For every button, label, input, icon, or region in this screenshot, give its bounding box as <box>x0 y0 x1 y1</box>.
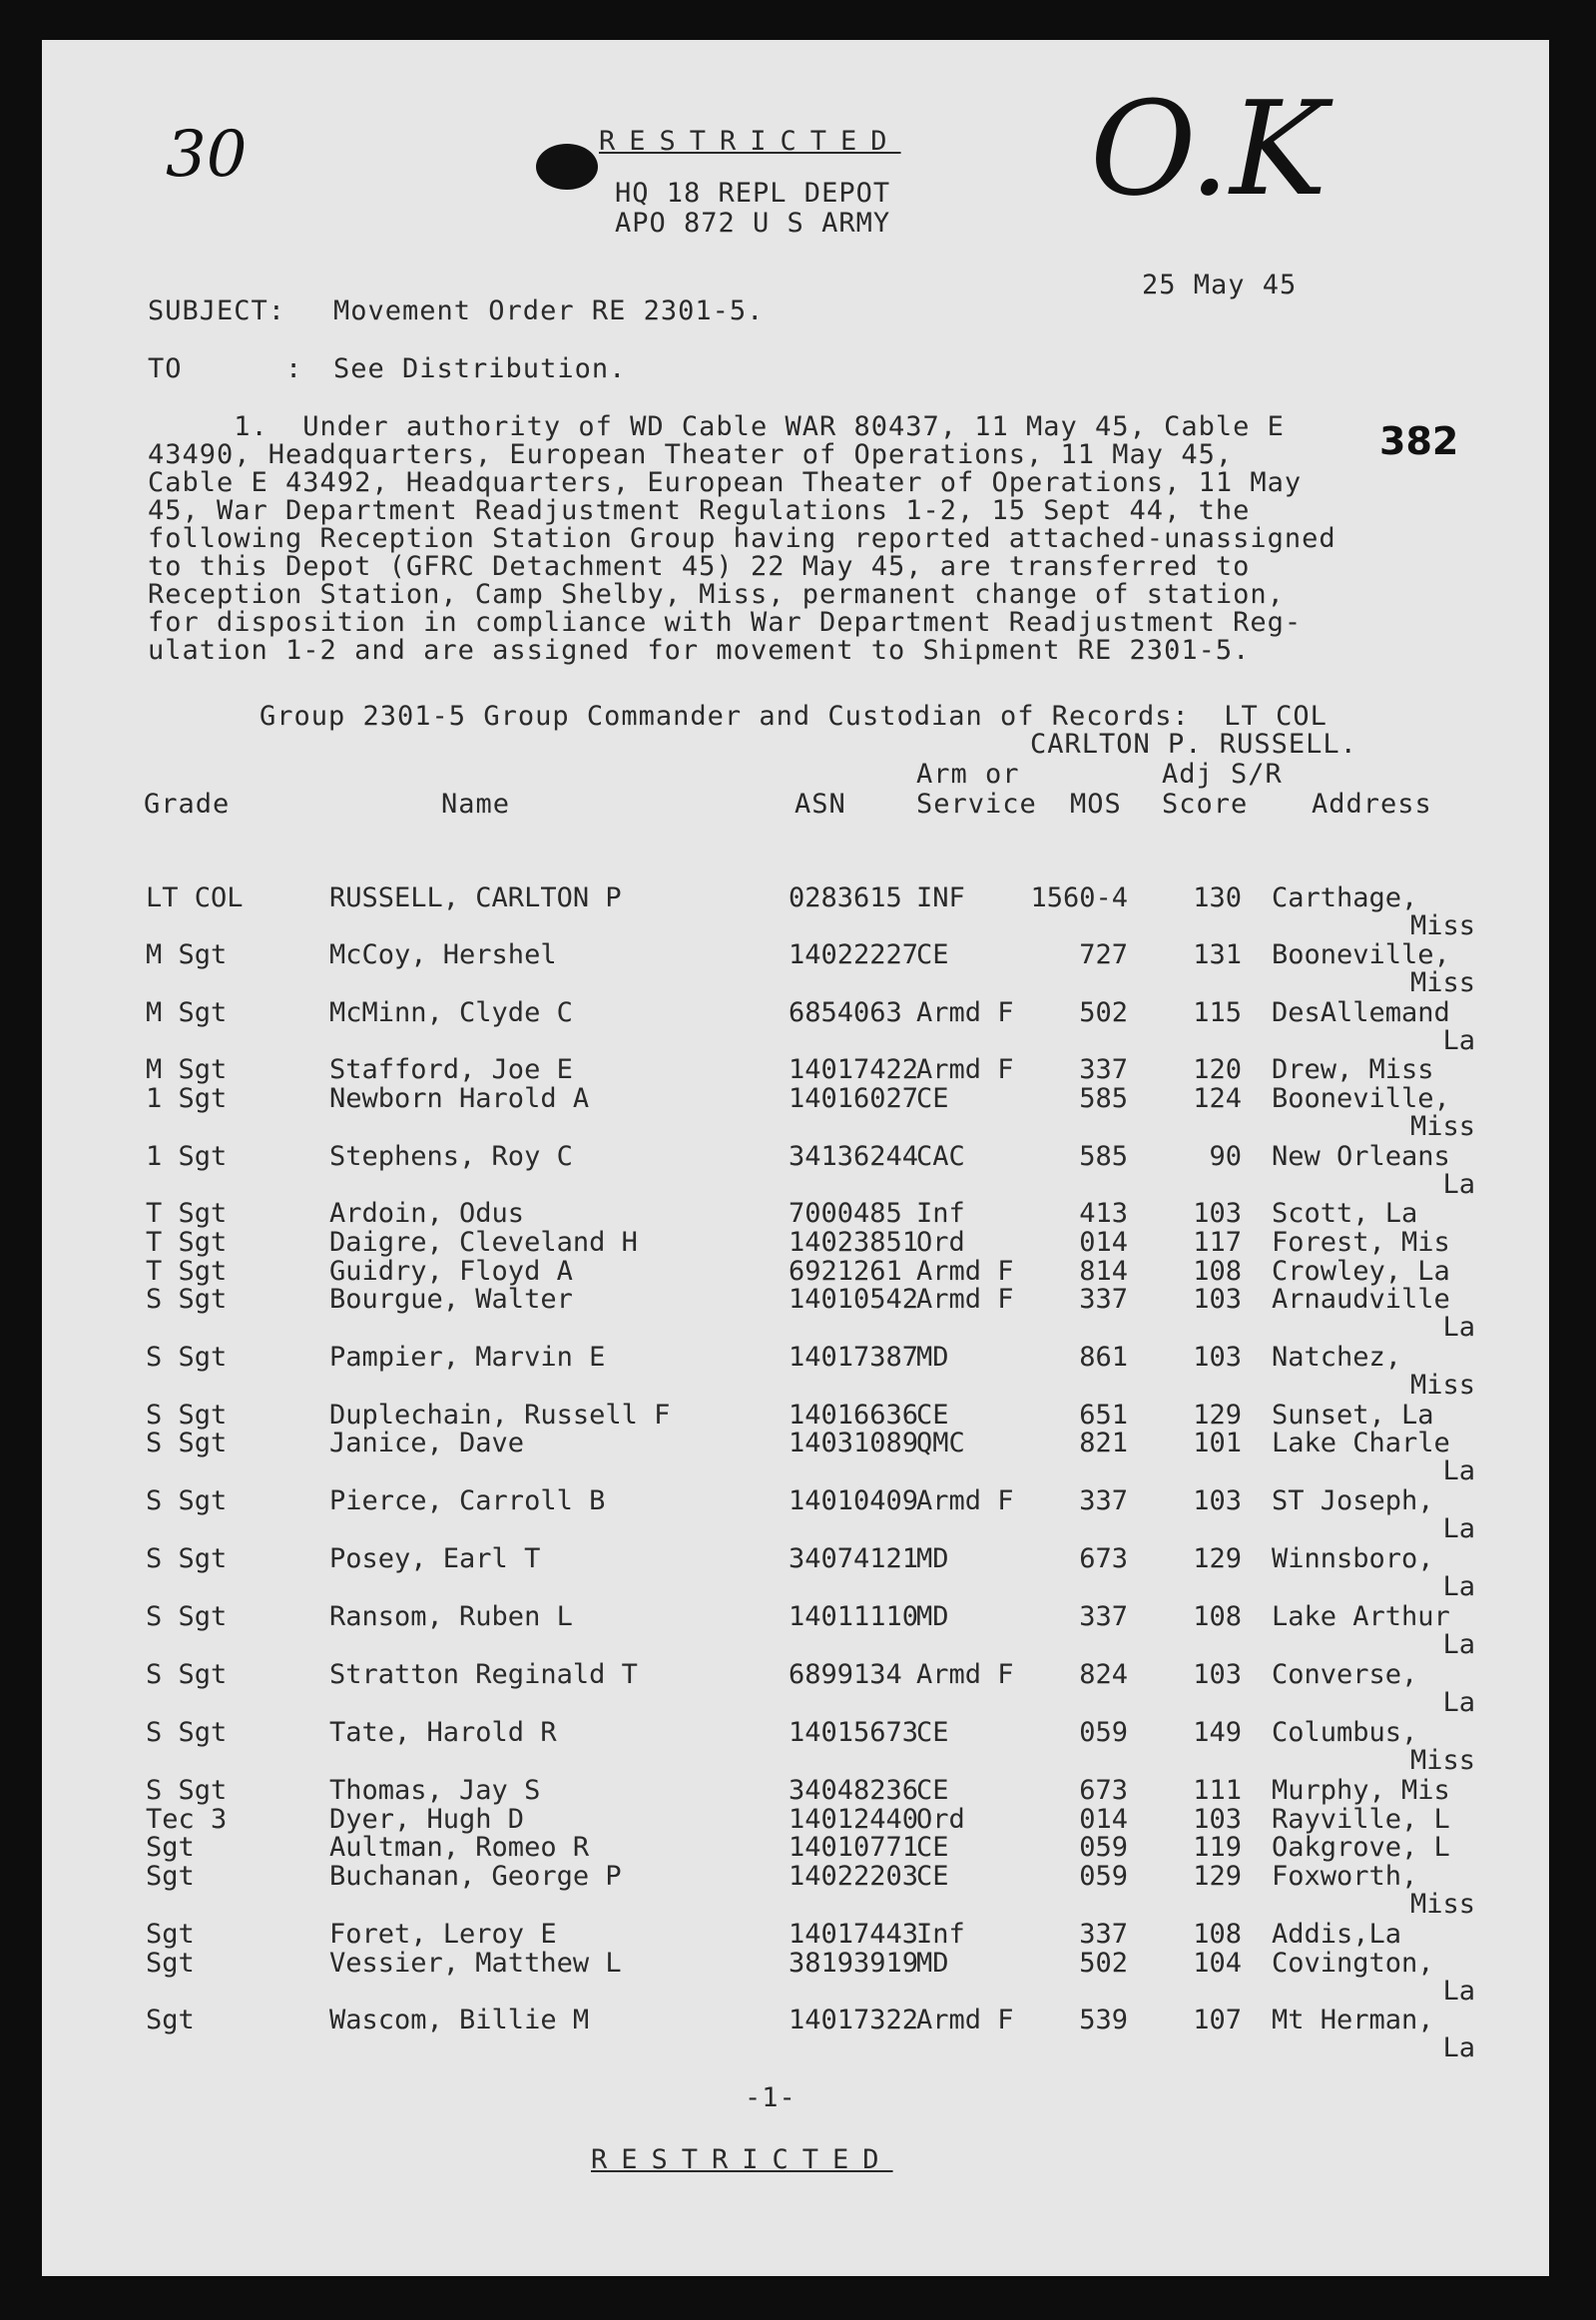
mos-cell: 059 <box>1079 1832 1128 1863</box>
col-header-asn: ASN <box>795 789 846 820</box>
mos-cell: 673 <box>1079 1775 1128 1806</box>
table-row <box>42 1430 1549 1485</box>
address-cell: Booneville, <box>1272 939 1450 970</box>
col-header-arm: Arm or <box>916 759 1020 790</box>
arm-cell: Armd F <box>916 2005 1014 2035</box>
paragraph-line: following Reception Station Group having reported attached-unassigned <box>148 523 1336 554</box>
table-row <box>42 1545 1549 1601</box>
arm-cell: CE <box>916 1861 949 1892</box>
score-cell: 103 <box>1193 1198 1242 1229</box>
grade-cell: M Sgt <box>146 939 228 970</box>
address-cell-line2: Miss <box>1409 1370 1475 1401</box>
table-row <box>42 1085 1549 1141</box>
group-line: CARLTON P. RUSSELL. <box>1030 729 1357 760</box>
score-cell: 103 <box>1193 1485 1242 1516</box>
asn-cell: 14017422 <box>789 1054 919 1085</box>
grade-cell: S Sgt <box>146 1400 228 1431</box>
address-cell: Sunset, La <box>1272 1400 1434 1431</box>
name-cell: Stafford, Joe E <box>329 1054 573 1085</box>
arm-cell: Ord <box>916 1804 965 1835</box>
grade-cell: S Sgt <box>146 1717 228 1748</box>
col-header-score: Score <box>1162 789 1249 820</box>
address-cell-line2: Miss <box>1409 1745 1475 1776</box>
table-row <box>42 1603 1549 1659</box>
mos-cell: 585 <box>1079 1083 1128 1114</box>
classification-header: RESTRICTED <box>599 126 901 157</box>
asn-cell: 14016636 <box>789 1400 919 1431</box>
name-cell: Posey, Earl T <box>329 1543 541 1574</box>
col-header-adj-sr: Adj S/R <box>1162 759 1283 790</box>
grade-cell: 1 Sgt <box>146 1141 228 1172</box>
name-cell: Wascom, Billie M <box>329 2005 590 2035</box>
address-cell: Drew, Miss <box>1272 1054 1434 1085</box>
table-row <box>42 1286 1549 1342</box>
col-header-address: Address <box>1312 789 1432 820</box>
asn-cell: 14016027 <box>789 1083 919 1114</box>
score-cell: 129 <box>1193 1400 1242 1431</box>
address-cell: Covington, <box>1272 1948 1434 1979</box>
name-cell: Bourgue, Walter <box>329 1284 573 1315</box>
paragraph-line: to this Depot (GFRC Detachment 45) 22 May 45, are transferred to <box>148 551 1251 582</box>
grade-cell: S Sgt <box>146 1543 228 1574</box>
name-cell: Guidry, Floyd A <box>329 1256 573 1287</box>
asn-cell: 14017443 <box>789 1919 919 1950</box>
score-cell: 108 <box>1193 1256 1242 1287</box>
arm-cell: MD <box>916 1601 949 1632</box>
arm-cell: CE <box>916 1400 949 1431</box>
grade-cell: S Sgt <box>146 1284 228 1315</box>
name-cell: Ardoin, Odus <box>329 1198 525 1229</box>
table-row <box>42 1863 1549 1919</box>
score-cell: 120 <box>1193 1054 1242 1085</box>
asn-cell: 14022227 <box>789 939 919 970</box>
name-cell: Aultman, Romeo R <box>329 1832 590 1863</box>
table-row <box>42 1950 1549 2006</box>
grade-cell: T Sgt <box>146 1198 228 1229</box>
score-cell: 103 <box>1193 1284 1242 1315</box>
score-cell: 149 <box>1193 1717 1242 1748</box>
paragraph-line: 43490, Headquarters, European Theater of Operations, 11 May 45, <box>148 439 1234 470</box>
asn-cell: 14017322 <box>789 2005 919 2035</box>
group-line: Group 2301-5 Group Commander and Custodian of Records: LT COL <box>260 701 1328 732</box>
col-header-grade: Grade <box>144 789 231 820</box>
address-cell-line2: La <box>1442 1976 1475 2007</box>
table-row <box>42 2007 1549 2062</box>
address-cell: Carthage, <box>1272 882 1418 913</box>
mos-cell: 337 <box>1079 1919 1128 1950</box>
subject-value: Movement Order RE 2301-5. <box>333 295 765 326</box>
asn-cell: 14011110 <box>789 1601 919 1632</box>
score-cell: 119 <box>1193 1832 1242 1863</box>
arm-cell: Armd F <box>916 997 1014 1028</box>
arm-cell: Ord <box>916 1227 965 1258</box>
grade-cell: M Sgt <box>146 1054 228 1085</box>
address-cell-line2: Miss <box>1409 1889 1475 1920</box>
address-cell-line2: La <box>1442 1571 1475 1602</box>
name-cell: Thomas, Jay S <box>329 1775 541 1806</box>
address-cell-line2: La <box>1442 2032 1475 2063</box>
asn-cell: 14010771 <box>789 1832 919 1863</box>
asn-cell: 14010542 <box>789 1284 919 1315</box>
name-cell: Stratton Reginald T <box>329 1659 638 1690</box>
mos-cell: 014 <box>1079 1804 1128 1835</box>
mos-cell: 861 <box>1079 1342 1128 1373</box>
mos-cell: 014 <box>1079 1227 1128 1258</box>
address-cell: Booneville, <box>1272 1083 1450 1114</box>
mos-cell: 1560-4 <box>1030 882 1128 913</box>
address-cell-line2: Miss <box>1409 967 1475 998</box>
asn-cell: 6899134 <box>789 1659 902 1690</box>
col-header-name: Name <box>441 789 511 820</box>
name-cell: Stephens, Roy C <box>329 1141 573 1172</box>
score-cell: 117 <box>1193 1227 1242 1258</box>
name-cell: Duplechain, Russell F <box>329 1400 671 1431</box>
paragraph-line: 1. Under authority of WD Cable WAR 80437, 11 May 45, Cable E <box>148 411 1285 442</box>
name-cell: Buchanan, George P <box>329 1861 622 1892</box>
address-cell: Oakgrove, L <box>1272 1832 1450 1863</box>
mos-cell: 814 <box>1079 1256 1128 1287</box>
asn-cell: 14017387 <box>789 1342 919 1373</box>
score-cell: 115 <box>1193 997 1242 1028</box>
paragraph-line: Reception Station, Camp Shelby, Miss, permanent change of station, <box>148 579 1285 610</box>
grade-cell: 1 Sgt <box>146 1083 228 1114</box>
name-cell: Foret, Leroy E <box>329 1919 557 1950</box>
address-cell: Forest, Mis <box>1272 1227 1450 1258</box>
table-row <box>42 1344 1549 1400</box>
table-row <box>42 884 1549 940</box>
name-cell: Janice, Dave <box>329 1428 525 1458</box>
mos-cell: 502 <box>1079 1948 1128 1979</box>
arm-cell: Armd F <box>916 1485 1014 1516</box>
name-cell: Ransom, Ruben L <box>329 1601 573 1632</box>
address-cell: Winnsboro, <box>1272 1543 1434 1574</box>
score-cell: 104 <box>1193 1948 1242 1979</box>
table-row <box>42 1487 1549 1543</box>
asn-cell: 34136244 <box>789 1141 919 1172</box>
page-number: -1- <box>745 2082 797 2113</box>
grade-cell: S Sgt <box>146 1342 228 1373</box>
col-header-mos: MOS <box>1070 789 1122 820</box>
address-cell-line2: Miss <box>1409 1111 1475 1142</box>
arm-cell: MD <box>916 1948 949 1979</box>
grade-cell: Tec 3 <box>146 1804 228 1835</box>
handwritten-ok-mark: O.K <box>1090 73 1328 225</box>
mos-cell: 413 <box>1079 1198 1128 1229</box>
classification-footer: RESTRICTED <box>591 2144 893 2175</box>
grade-cell: S Sgt <box>146 1601 228 1632</box>
asn-cell: 14012440 <box>789 1804 919 1835</box>
arm-cell: Armd F <box>916 1284 1014 1315</box>
address-cell: Foxworth, <box>1272 1861 1418 1892</box>
address-cell-line2: La <box>1442 1312 1475 1343</box>
grade-cell: M Sgt <box>146 997 228 1028</box>
table-row <box>42 1719 1549 1775</box>
score-cell: 101 <box>1193 1428 1242 1458</box>
address-cell: Arnaudville <box>1272 1284 1450 1315</box>
table-row <box>42 1661 1549 1717</box>
address-cell: Addis,La <box>1272 1919 1402 1950</box>
address-cell-line2: La <box>1442 1687 1475 1718</box>
grade-cell: Sgt <box>146 1919 195 1950</box>
score-cell: 131 <box>1193 939 1242 970</box>
asn-cell: 34048236 <box>789 1775 919 1806</box>
asn-cell: 7000485 <box>789 1198 902 1229</box>
score-cell: 129 <box>1193 1543 1242 1574</box>
paragraph-line: Cable E 43492, Headquarters, European Theater of Operations, 11 May <box>148 467 1303 498</box>
grade-cell: Sgt <box>146 1832 195 1863</box>
mos-cell: 824 <box>1079 1659 1128 1690</box>
name-cell: Newborn Harold A <box>329 1083 590 1114</box>
address-cell: Lake Arthur <box>1272 1601 1450 1632</box>
asn-cell: 6921261 <box>789 1256 902 1287</box>
name-cell: Dyer, Hugh D <box>329 1804 525 1835</box>
grade-cell: Sgt <box>146 1861 195 1892</box>
asn-cell: 0283615 <box>789 882 902 913</box>
arm-cell: Inf <box>916 1919 965 1950</box>
score-cell: 103 <box>1193 1804 1242 1835</box>
document-page <box>42 40 1549 2276</box>
name-cell: Vessier, Matthew L <box>329 1948 622 1979</box>
name-cell: Tate, Harold R <box>329 1717 557 1748</box>
address-cell: Natchez, <box>1272 1342 1402 1373</box>
to-label: TO : <box>148 353 303 384</box>
asn-cell: 38193919 <box>789 1948 919 1979</box>
address-cell: Crowley, La <box>1272 1256 1450 1287</box>
mos-cell: 727 <box>1079 939 1128 970</box>
mos-cell: 585 <box>1079 1141 1128 1172</box>
score-cell: 108 <box>1193 1601 1242 1632</box>
score-cell: 129 <box>1193 1861 1242 1892</box>
mos-cell: 673 <box>1079 1543 1128 1574</box>
asn-cell: 14022203 <box>789 1861 919 1892</box>
address-cell: Scott, La <box>1272 1198 1418 1229</box>
mos-cell: 651 <box>1079 1400 1128 1431</box>
address-cell: Murphy, Mis <box>1272 1775 1450 1806</box>
address-cell: New Orleans <box>1272 1141 1450 1172</box>
document-date: 25 May 45 <box>1142 270 1298 300</box>
arm-cell: Armd F <box>916 1659 1014 1690</box>
arm-cell: CE <box>916 1775 949 1806</box>
mos-cell: 059 <box>1079 1861 1128 1892</box>
table-row <box>42 941 1549 997</box>
name-cell: McCoy, Hershel <box>329 939 557 970</box>
stamp-number: 382 <box>1379 419 1459 463</box>
address-cell: Columbus, <box>1272 1717 1418 1748</box>
arm-cell: Armd F <box>916 1054 1014 1085</box>
grade-cell: T Sgt <box>146 1227 228 1258</box>
grade-cell: LT COL <box>146 882 244 913</box>
col-header-service: Service <box>916 789 1037 820</box>
header-apo: APO 872 U S ARMY <box>615 208 891 239</box>
asn-cell: 14010409 <box>789 1485 919 1516</box>
arm-cell: CE <box>916 1717 949 1748</box>
arm-cell: CAC <box>916 1141 965 1172</box>
score-cell: 108 <box>1193 1919 1242 1950</box>
handwritten-page-number: 30 <box>166 118 248 192</box>
arm-cell: CE <box>916 1083 949 1114</box>
name-cell: Pierce, Carroll B <box>329 1485 606 1516</box>
name-cell: McMinn, Clyde C <box>329 997 573 1028</box>
asn-cell: 14023851 <box>789 1227 919 1258</box>
paragraph-line: ulation 1-2 and are assigned for movement to Shipment RE 2301-5. <box>148 635 1251 666</box>
grade-cell: S Sgt <box>146 1485 228 1516</box>
score-cell: 90 <box>1209 1141 1242 1172</box>
mos-cell: 502 <box>1079 997 1128 1028</box>
arm-cell: Armd F <box>916 1256 1014 1287</box>
grade-cell: S Sgt <box>146 1775 228 1806</box>
name-cell: Pampier, Marvin E <box>329 1342 606 1373</box>
grade-cell: Sgt <box>146 2005 195 2035</box>
mos-cell: 337 <box>1079 1485 1128 1516</box>
score-cell: 130 <box>1193 882 1242 913</box>
to-value: See Distribution. <box>333 353 627 384</box>
grade-cell: T Sgt <box>146 1256 228 1287</box>
paragraph-line: 45, War Department Readjustment Regulations 1-2, 15 Sept 44, the <box>148 495 1251 526</box>
mos-cell: 337 <box>1079 1284 1128 1315</box>
address-cell: Mt Herman, <box>1272 2005 1434 2035</box>
score-cell: 124 <box>1193 1083 1242 1114</box>
mos-cell: 821 <box>1079 1428 1128 1458</box>
asn-cell: 6854063 <box>789 997 902 1028</box>
asn-cell: 14015673 <box>789 1717 919 1748</box>
asn-cell: 14031089 <box>789 1428 919 1458</box>
table-row <box>42 999 1549 1055</box>
name-cell: Daigre, Cleveland H <box>329 1227 638 1258</box>
table-row <box>42 1143 1549 1199</box>
grade-cell: S Sgt <box>146 1428 228 1458</box>
punch-hole <box>536 144 598 190</box>
arm-cell: Inf <box>916 1198 965 1229</box>
address-cell: ST Joseph, <box>1272 1485 1434 1516</box>
score-cell: 111 <box>1193 1775 1242 1806</box>
arm-cell: CE <box>916 1832 949 1863</box>
arm-cell: INF <box>916 882 965 913</box>
mos-cell: 539 <box>1079 2005 1128 2035</box>
mos-cell: 337 <box>1079 1601 1128 1632</box>
address-cell: Lake Charle <box>1272 1428 1450 1458</box>
address-cell-line2: La <box>1442 1455 1475 1486</box>
grade-cell: Sgt <box>146 1948 195 1979</box>
address-cell-line2: La <box>1442 1025 1475 1056</box>
score-cell: 107 <box>1193 2005 1242 2035</box>
score-cell: 103 <box>1193 1659 1242 1690</box>
asn-cell: 34074121 <box>789 1543 919 1574</box>
address-cell: Rayville, L <box>1272 1804 1450 1835</box>
address-cell-line2: La <box>1442 1513 1475 1544</box>
mos-cell: 059 <box>1079 1717 1128 1748</box>
arm-cell: QMC <box>916 1428 965 1458</box>
address-cell: Converse, <box>1272 1659 1418 1690</box>
arm-cell: CE <box>916 939 949 970</box>
arm-cell: MD <box>916 1342 949 1373</box>
paragraph-line: for disposition in compliance with War Department Readjustment Reg- <box>148 607 1303 638</box>
address-cell-line2: Miss <box>1409 910 1475 941</box>
mos-cell: 337 <box>1079 1054 1128 1085</box>
grade-cell: S Sgt <box>146 1659 228 1690</box>
subject-label: SUBJECT: <box>148 295 286 326</box>
address-cell-line2: La <box>1442 1169 1475 1200</box>
address-cell: DesAllemand <box>1272 997 1450 1028</box>
arm-cell: MD <box>916 1543 949 1574</box>
header-unit: HQ 18 REPL DEPOT <box>615 178 891 209</box>
score-cell: 103 <box>1193 1342 1242 1373</box>
name-cell: RUSSELL, CARLTON P <box>329 882 622 913</box>
address-cell-line2: La <box>1442 1629 1475 1660</box>
